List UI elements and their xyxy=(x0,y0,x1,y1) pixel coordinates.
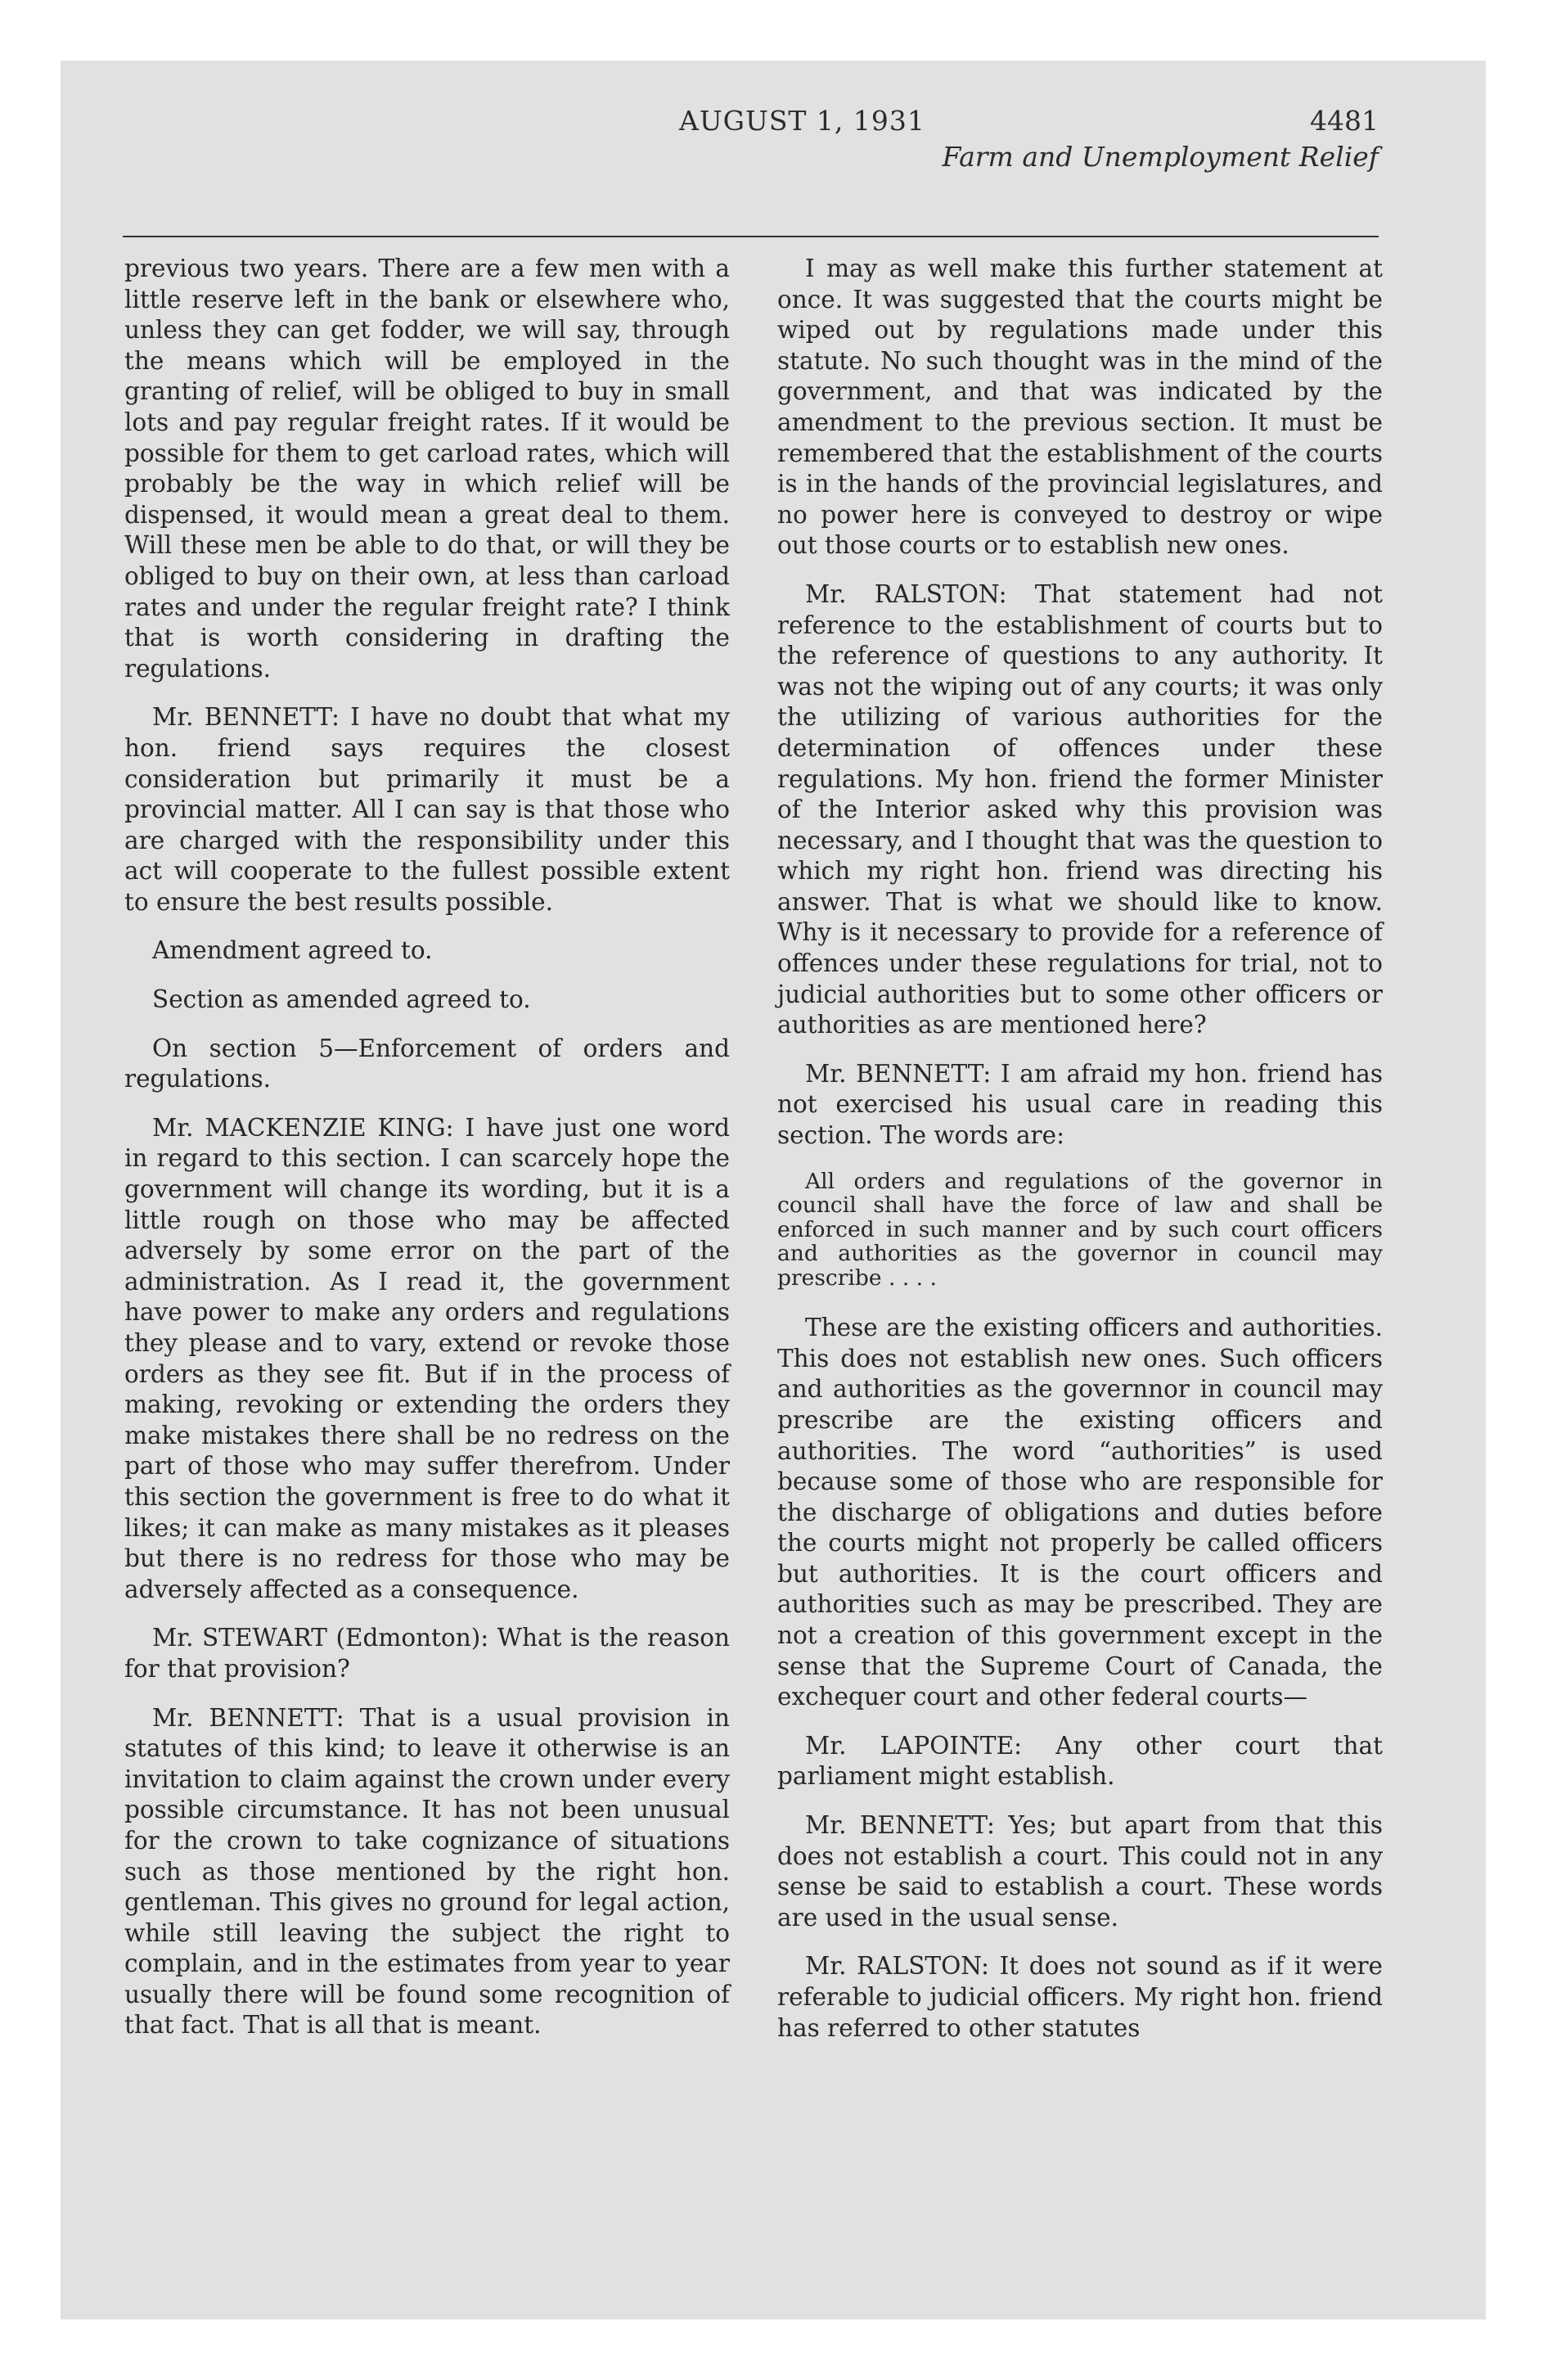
paragraph: Mr. STEWART (Edmonton): What is the reason for that provision? xyxy=(124,1624,730,1683)
paragraph: Amendment agreed to. xyxy=(152,936,433,965)
paragraph: Mr. BENNETT: I am afraid my hon. friend has not exercised his usual care in reading this section. The words are: xyxy=(777,1059,1383,1150)
page-header xyxy=(123,97,1379,195)
paragraph: Mr. RALSTON: That statement had not reference to the establishment of courts but to the reference of questions to any authority. It was not the wiping out of any courts; it was only the utilizing of various authorities for the determination of offences under these regulations. My hon. friend the former Minister of the Interior asked why this provision was necessary, and I thought that was the question to which my right hon. friend was directing his answer. That is what we should like to know. Why is it necessary to provide for a reference of offences under these regulations for trial, not to judicial authorities but to some other officers or authorities as are mentioned here? xyxy=(777,579,1383,1039)
block-quote: All orders and regulations of the governor in council shall have the force of law and shall be enforced in such manner and by such court officers and authorities as the governor in council may prescribe . . . . xyxy=(777,1168,1383,1291)
paragraph: Mr. BENNETT: Yes; but apart from that this does not establish a court. This could not in any sense be said to establish a court. These words are used in the usual sense. xyxy=(777,1811,1383,1931)
right-column xyxy=(777,254,1383,2062)
left-column xyxy=(124,254,730,2059)
header-date: AUGUST 1, 1931 xyxy=(679,105,925,137)
paragraph: Section as amended agreed to. xyxy=(152,985,531,1014)
paragraph: Mr. LAPOINTE: Any other court that parliament might establish. xyxy=(777,1731,1383,1791)
paragraph: Mr. BENNETT: That is a usual provision in statutes of this kind; to leave it otherwise is an invitation to claim against the crown under every possible circumstance. It has not been unusual for the crown to take cognizance of situations such as those mentioned by the right hon. gentleman. This gives no ground for legal action, while still leaving the subject the right to complain, and in the estimates from year to year usually there will be found some recognition of that fact. That is all that is meant. xyxy=(124,1703,730,2040)
paragraph: Mr. BENNETT: I have no doubt that what my hon. friend says requires the closest consideration but primarily it must be a provincial matter. All I can say is that those who are charged with the responsibility under this act will cooperate to the fullest possible extent to ensure the best results possible. xyxy=(124,703,730,916)
paragraph: I may as well make this further statement at once. It was suggested that the courts might be wiped out by regulations made under this statute. No such thought was in the mind of the government, and that was indicated by the amendment to the previous section. It must be remembered that the establishment of the courts is in the hands of the provincial legislatures, and no power here is conveyed to destroy or wipe out those courts or to establish new ones. xyxy=(777,255,1383,560)
paragraph: Mr. MACKENZIE KING: I have just one word in regard to this section. I can scarcely hope the government will change its wording, but it is a little rough on those who may be affected adversely by some error on the part of the administration. As I read it, the government have power to make any orders and regulations they please and to vary, extend or revoke those orders as they see fit. But if in the process of making, revoking or extending the orders they make mistakes there shall be no redress on the part of those who may suffer therefrom. Under this section the government is free to do what it likes; it can make as many mistakes as it pleases but there is no redress for those who may be adversely affected as a consequence. xyxy=(124,1113,730,1603)
paragraph: On section 5—Enforcement of orders and regulations. xyxy=(124,1034,730,1093)
paragraph: Mr. RALSTON: It does not sound as if it were referable to judicial officers. My right hon. friend has referred to other statutes xyxy=(777,1952,1383,2042)
page-number: 4481 xyxy=(1310,105,1379,137)
paragraph: These are the existing officers and authorities. This does not establish new ones. Such officers and authorities as the governnor in council may prescribe are the existing officers and authorities. The word “authorities” is used because some of those who are responsible for the discharge of obligations and duties before the courts might not properly be called officers but authorities. It is the court officers and authorities such as may be prescribed. They are not a creation of this government except in the sense that the Supreme Court of Canada, the exchequer court and other federal courts— xyxy=(777,1314,1383,1711)
paragraph: previous two years. There are a few men with a little reserve left in the bank or elsewhere who, unless they can get fodder, we will say, through the means which will be employed in the granting of relief, will be obliged to buy in small lots and pay regular freight rates. If it would be possible for them to get carload rates, which will probably be the way in which relief will be dispensed, it would mean a great deal to them. Will these men be able to do that, or will they be obliged to buy on their own, at less than carload rates and under the regular freight rate? I think that is worth considering in drafting the regulations. xyxy=(124,255,730,683)
running-title: Farm and Unemployment Relief xyxy=(942,141,1379,173)
header-rule xyxy=(123,236,1379,237)
